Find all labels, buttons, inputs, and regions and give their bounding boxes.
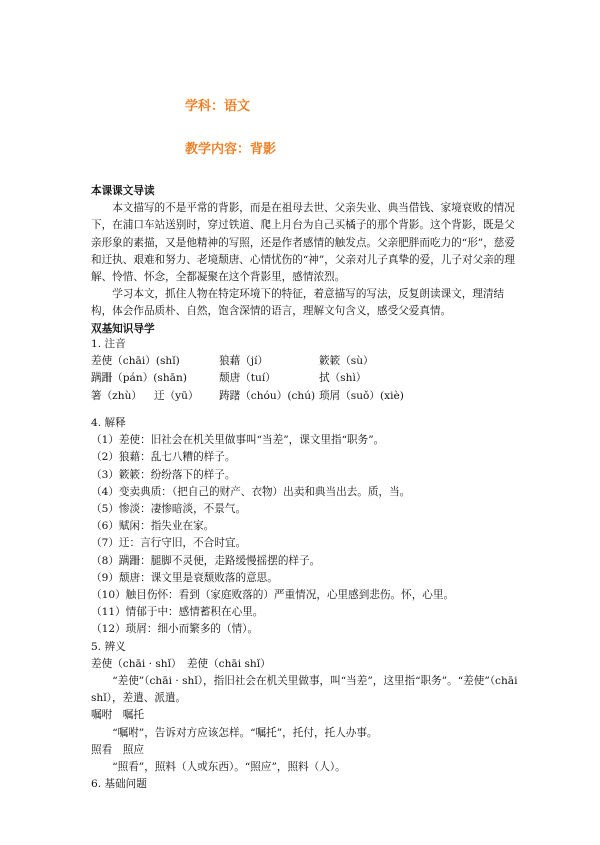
- explain-item: （9）颓唐：课文里是衰颓败落的意思。: [91, 571, 278, 584]
- phonetics-heading: 1. 注音: [91, 338, 126, 350]
- intro-section: [91, 183, 521, 338]
- phonetic-item: 狼藉（jí）: [219, 355, 269, 368]
- phonetic-item: 拭（shì）: [319, 372, 367, 385]
- section-title: 双基知识导学: [91, 322, 155, 335]
- phonetic-item: 差使（chāi）(shǐ): [91, 355, 180, 368]
- phonetic-item: 颓唐（tuí）: [219, 372, 276, 385]
- explain-item: （8）蹒跚：腿脚不灵便，走路缓慢摇摆的样子。: [91, 554, 321, 567]
- distinguish-pair-2-title: 嘱咐 嘱托: [91, 709, 144, 722]
- phonetic-item: 簌簌（sù）: [319, 355, 374, 368]
- explain-item: （1）差使：旧社会在机关里做事叫“当差”，课文里指“职务”。: [91, 434, 385, 447]
- explain-item: （3）簌簌：纷纷落下的样子。: [91, 468, 236, 481]
- phonetics-row-3: [91, 388, 521, 405]
- phonetics-row-1: [91, 353, 521, 370]
- phonetic-item: 琐屑（suǒ）(xiè): [319, 389, 404, 402]
- phonetic-item: 踌躇（chóu）(chú): [219, 389, 316, 402]
- explain-heading: 4. 解释: [91, 417, 126, 429]
- phonetic-item: 迂（yū）: [154, 389, 199, 402]
- explain-item: （5）惨淡：凄惨暗淡，不景气。: [91, 503, 247, 516]
- distinguish-pair-1-text: “差使”（chāi · shǐ），指旧社会在机关里做事，叫“当差”，这里指“职务”。“差使”（chāi shǐ），差遣、派遣。: [91, 675, 518, 705]
- distinguish-pair-3-text: “照看”，照料（人或东西）。“照应”，照料（人）。: [112, 761, 346, 774]
- basic-heading: 6. 基础问题: [91, 778, 147, 791]
- content-label: 教学内容：背影: [185, 142, 277, 157]
- subject-label: 学科：语文: [185, 99, 251, 114]
- explain-item: （7）迂：言行守旧，不合时宜。: [91, 537, 247, 550]
- distinguish-pair-3-title: 照看 照应: [91, 743, 144, 756]
- intro-title: 本课课文导读: [91, 185, 155, 197]
- explain-item: （12）琐屑：细小而繁多的（情）。: [91, 623, 259, 636]
- intro-paragraph-1: 本文描写的不是平常的背影，而是在祖母去世、父亲失业、典当借钱、家境衰败的情况下，在浦口车站送别时，穿过铁道、爬上月台为自己买橘子的那个背影。这个背影，既是父亲形象的素描，又是他精神的写照，还是作者感情的触发点。父亲肥胖而吃力的“形”，慈爱和迂执、艰难和努力、老境颓唐、心情忧伤的“神”，父亲对儿子真挚的爱，儿子对父亲的理解、怜惜、怀念，全都凝聚在这个背影里，感情浓烈。: [91, 202, 515, 284]
- explain-item: （11）情郁于中：感情蓄积在心里。: [91, 606, 264, 619]
- phonetic-item: 箸（zhù）: [91, 389, 143, 402]
- distinguish-pair-1-title: 差使（chāi · shǐ） 差使（chāi shǐ）: [91, 657, 271, 670]
- distinguish-heading: 5. 辨义: [91, 640, 126, 653]
- explain-item: （6）赋闲：指失业在家。: [91, 520, 215, 533]
- explain-item: （2）狼藉：乱七八糟的样子。: [91, 451, 236, 464]
- phonetics-section: [91, 336, 521, 405]
- phonetic-item: 蹒跚（pán）(shān): [91, 372, 187, 385]
- explain-section: [91, 415, 521, 793]
- distinguish-pair-2-text: “嘱咐”，告诉对方应该怎样。“嘱托”，托付，托人办事。: [112, 726, 378, 739]
- intro-paragraph-2: 学习本文，抓住人物在特定环境下的特征，着意描写的写法，反复朗读课文，理清结构，体会作品质朴、自然，饱含深情的语言，理解文句含义，感受父爱真情。: [91, 288, 505, 318]
- phonetics-row-2: [91, 370, 521, 387]
- explain-item: （4）变卖典质：（把自己的财产、衣物）出卖和典当出去。质，当。: [91, 485, 411, 498]
- explain-item: （10）触目伤怀：看到（家庭败落的）严重情况，心里感到悲伤。怀，心里。: [91, 589, 455, 602]
